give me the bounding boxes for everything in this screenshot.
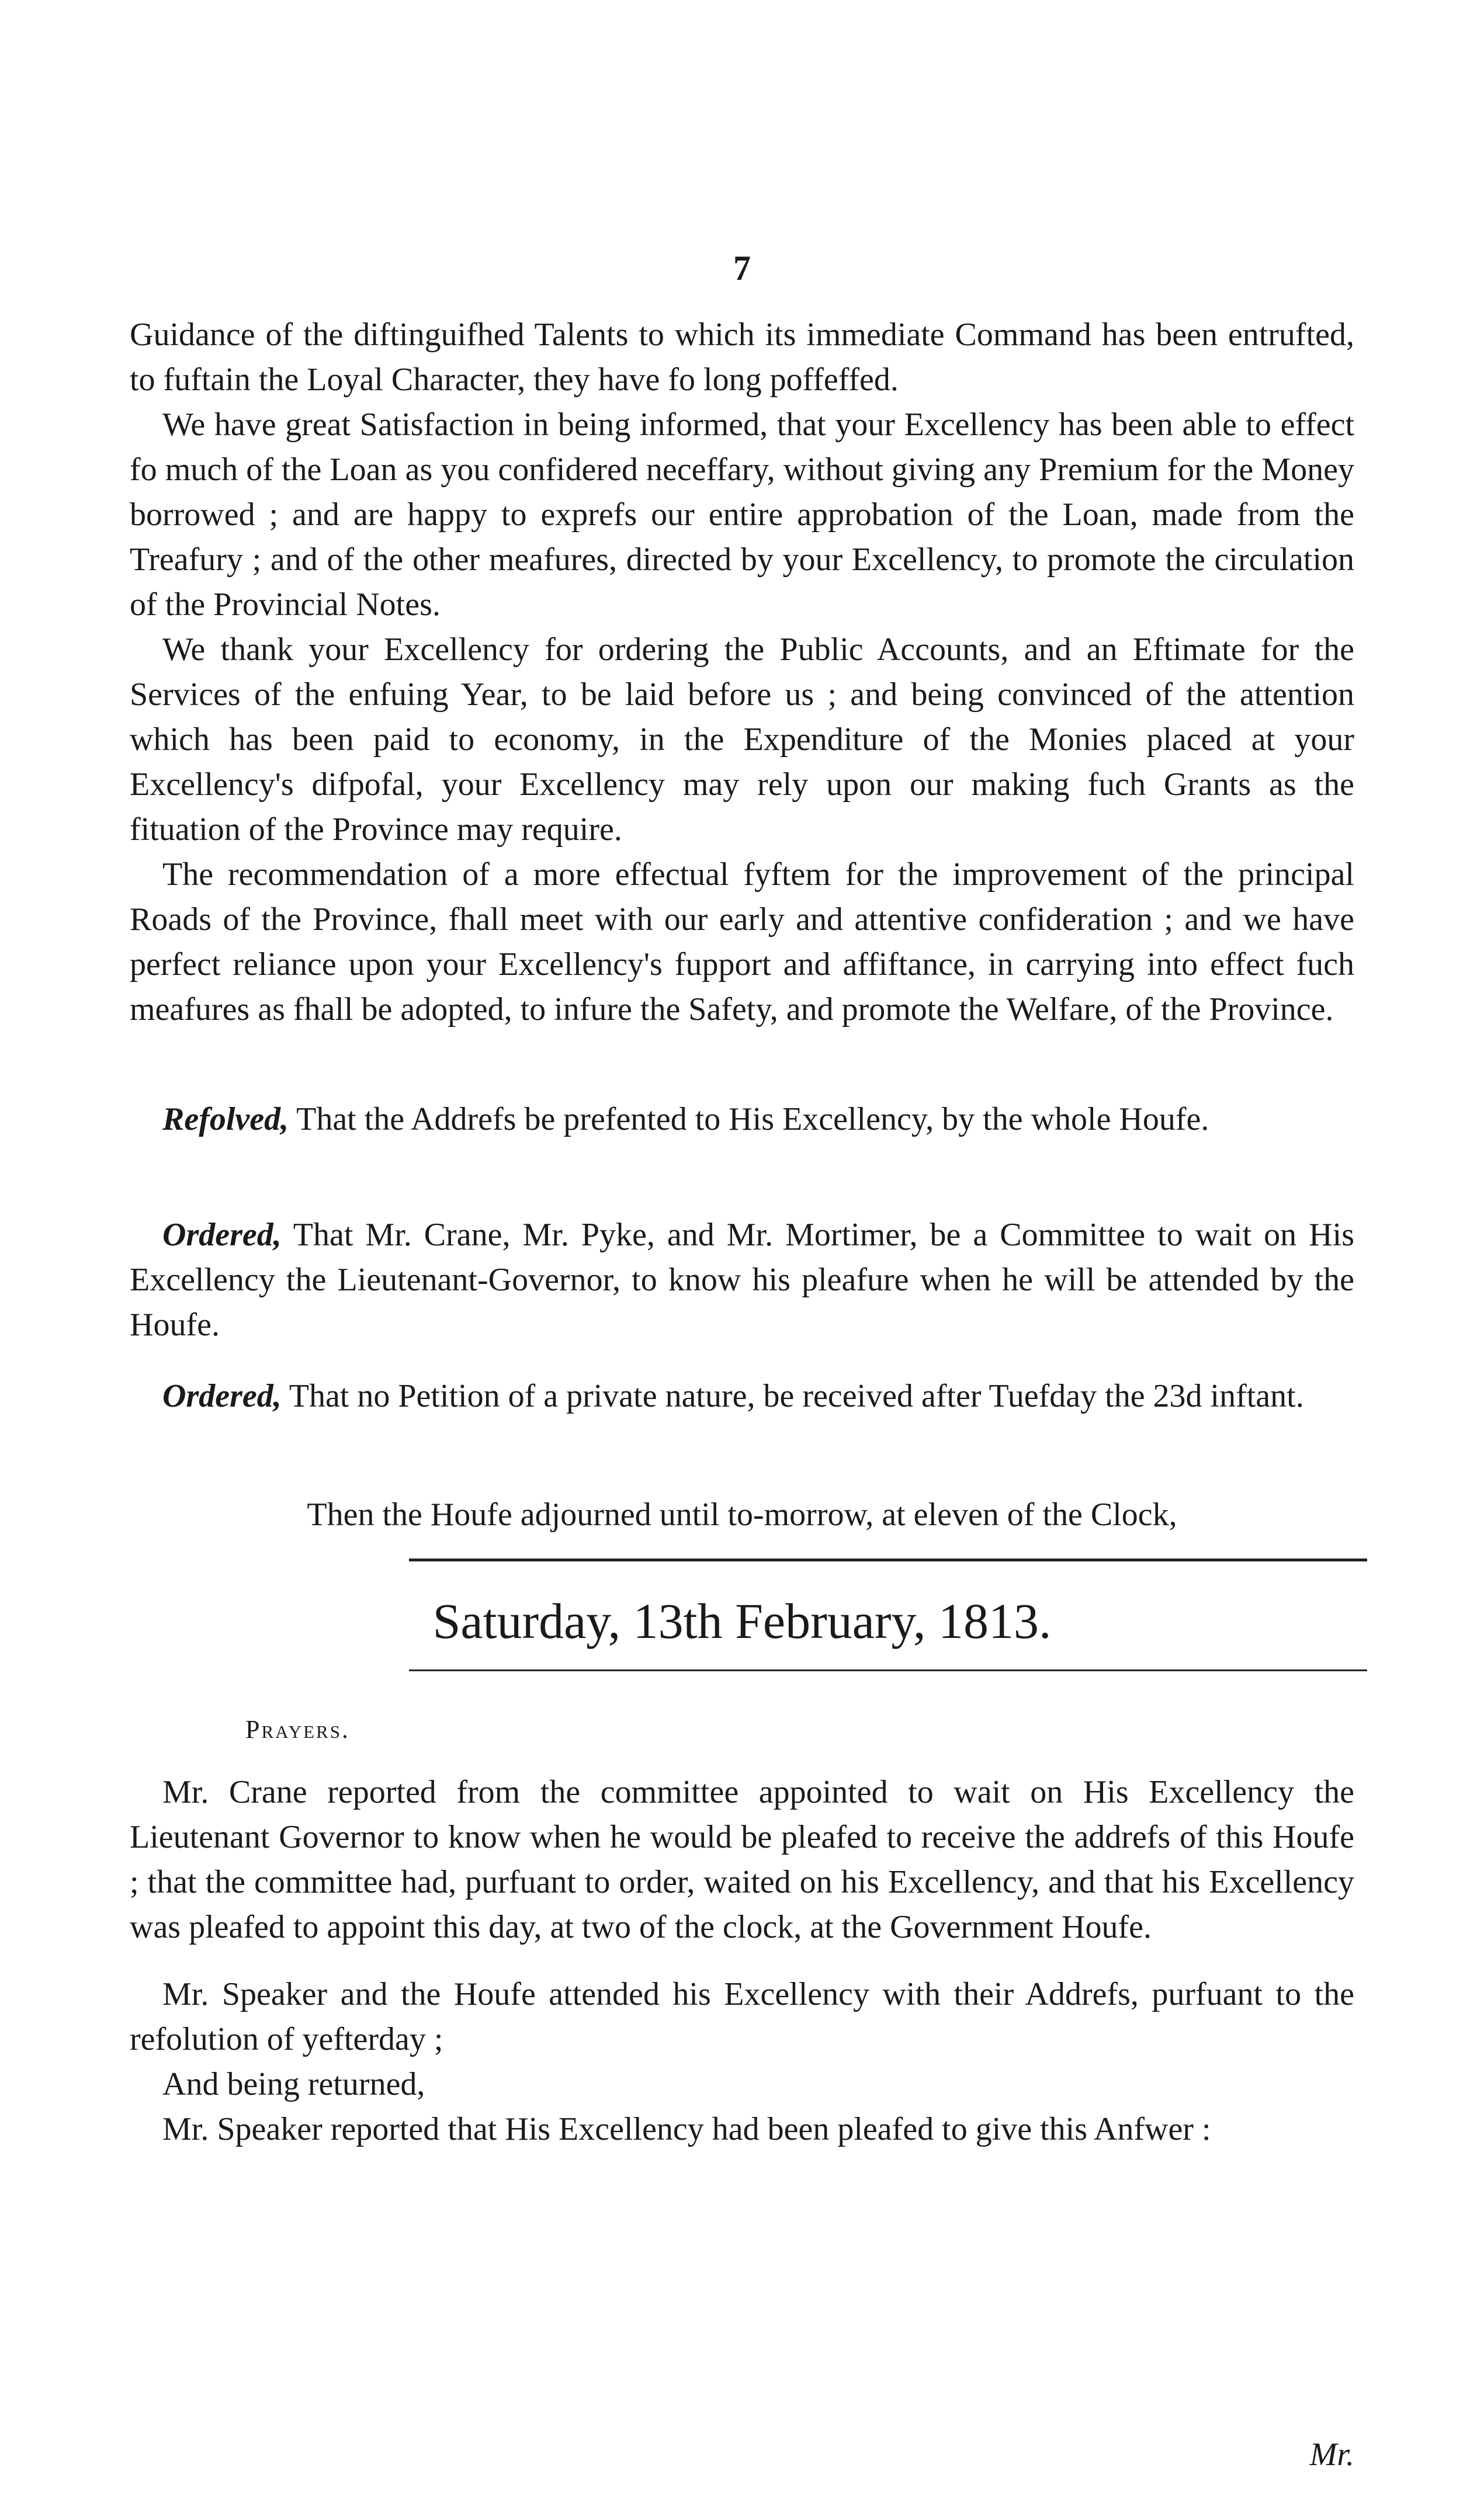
- ordered-paragraph: [130, 1374, 1354, 1419]
- section-rule-bottom: [409, 1669, 1367, 1671]
- adjournment-line: [130, 1492, 1354, 1537]
- paragraph: Guidance of the diftinguifhed Talents to which its immediate Command has been entrufted, to fuftain the Loyal Character, they have fo long poffeffed.: [130, 317, 1354, 398]
- adjournment-text: Then the Houfe adjourned until to-morrow, at eleven of the Clock,: [307, 1497, 1177, 1533]
- ordered-lead: Ordered,: [162, 1217, 282, 1253]
- ordered-text: That no Petition of a private nature, be received after Tuefday the 23d inftant.: [281, 1378, 1304, 1414]
- paragraph: The recommendation of a more effectual fyftem for the improvement of the principal Roads of the Province, fhall meet with our early and attentive confideration ; and we have perfect reliance upon your Excellency's fupport and affiftance, in carrying into effect fuch meafures as fhall be adopted, to infure the Safety, and promote the Welfare, of the Province.: [130, 856, 1354, 1028]
- paragraph: We have great Satisfaction in being informed, that your Excellency has been able to effect fo much of the Loan as you confidered neceffary, without giving any Premium for the Money borrowed ; and are happy to exprefs our entire approbation of the Loan, made from the Treafury ; and of the other meafures, directed by your Excellency, to promote the circulation of the Provincial Notes.: [130, 407, 1354, 623]
- paragraph: Mr. Speaker and the Houfe attended his Excellency with their Addrefs, purfuant to the refolution of yefterday ;: [130, 1976, 1354, 2057]
- address-continuation: [130, 313, 1354, 1032]
- paragraph: We thank your Excellency for ordering the Public Accounts, and an Eftimate for the Services of the enfuing Year, to be laid before us ; and being convinced of the attention which has been paid to economy, in the Expenditure of the Monies placed at your Excellency's difpofal, your Excellency may rely upon our making fuch Grants as the fituation of the Province may require.: [130, 631, 1354, 848]
- ordered-text: That Mr. Crane, Mr. Pyke, and Mr. Mortimer, be a Committee to wait on His Excellency the Lieutenant-Governor, to know his pleafure when he will be attended by the Houfe.: [130, 1217, 1354, 1343]
- ordered-lead: Ordered,: [162, 1378, 282, 1414]
- catchword: Mr.: [1309, 2436, 1354, 2473]
- resolved-text: That the Addrefs be prefented to His Excellency, by the whole Houfe.: [289, 1101, 1209, 1137]
- order-block-1: [130, 1213, 1354, 1348]
- page-number: 7: [733, 249, 751, 287]
- speaker-reported-paragraph: Mr. Speaker reported that His Excellency had been pleafed to give this Anfwer :: [162, 2111, 1211, 2147]
- date-heading: Saturday, 13th February, 1813.: [432, 1593, 1052, 1649]
- resolved-lead: Refolved,: [162, 1101, 289, 1137]
- being-returned-line: And being returned,: [162, 2066, 425, 2102]
- section-rule-top: [409, 1558, 1367, 1561]
- ordered-paragraph: [130, 1213, 1354, 1348]
- resolved-paragraph: [130, 1097, 1354, 1142]
- prayers-heading: Prayers.: [245, 1715, 350, 1744]
- proceedings-block: [130, 1770, 1354, 2152]
- paragraph: Mr. Crane reported from the committee appointed to wait on His Excellency the Lieutenant Governor to know when he would be pleafed to receive the addrefs of this Houfe ; that the committee had, purfuant to order, waited on his Excellency, and that his Excellency was pleafed to appoint this day, at two of the clock, at the Government Houfe.: [130, 1774, 1354, 1945]
- order-block-2: [130, 1374, 1354, 1419]
- resolution-block: [130, 1097, 1354, 1142]
